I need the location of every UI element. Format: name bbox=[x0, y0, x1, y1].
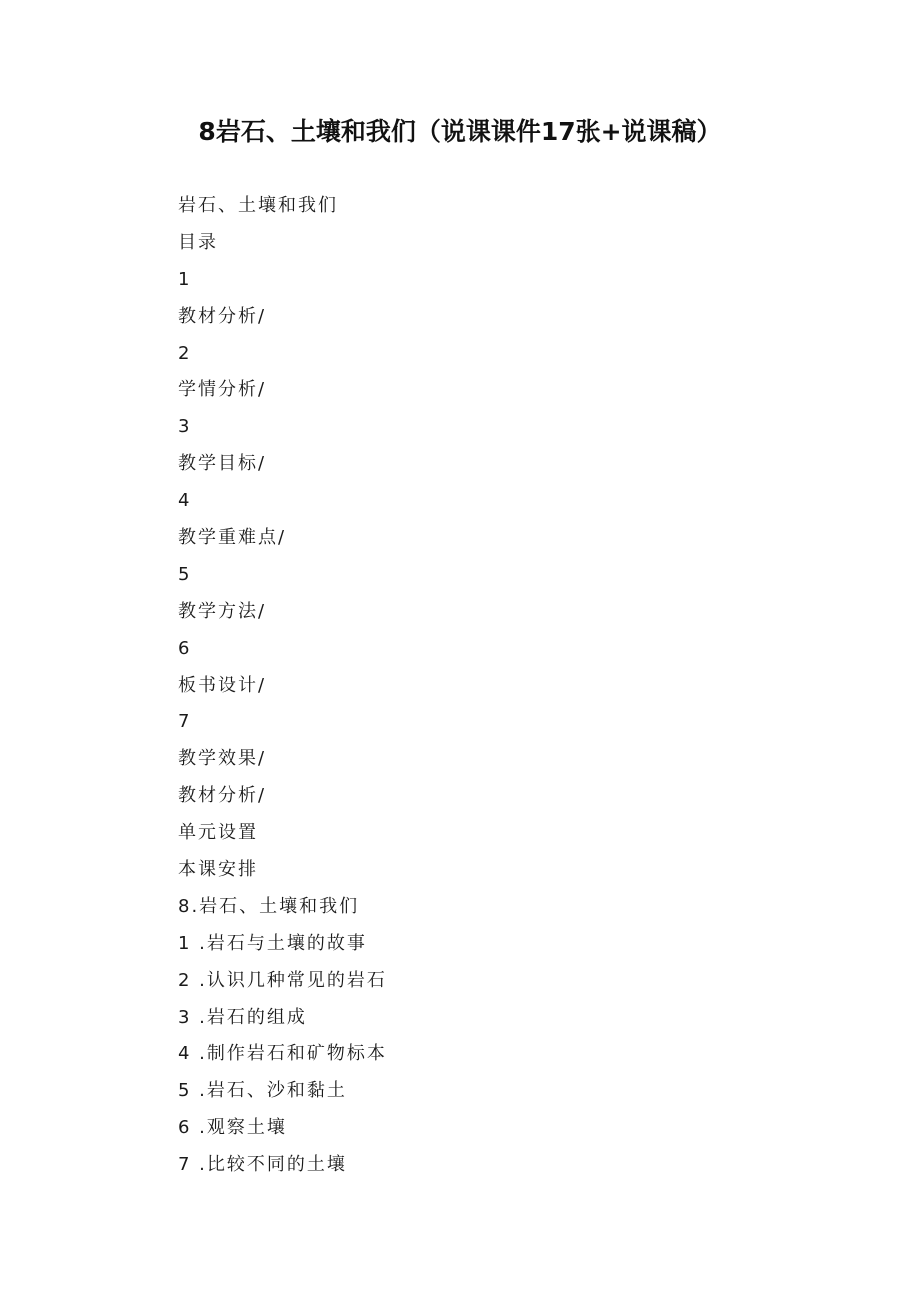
text-line: 1 bbox=[178, 268, 192, 290]
text-line: 岩石、土壤和我们 bbox=[178, 195, 338, 216]
text-line: 教学方法/ bbox=[178, 600, 267, 622]
text-line: 3 bbox=[178, 416, 192, 438]
text-line: 7 .比较不同的土壤 bbox=[178, 1154, 347, 1176]
text-line: 教学目标/ bbox=[178, 453, 267, 475]
text-line: 2 bbox=[178, 342, 192, 364]
text-line: 本课安排 bbox=[178, 859, 258, 881]
text-line: 7 bbox=[178, 711, 192, 733]
text-line: 单元设置 bbox=[178, 822, 258, 844]
page-title: 8岩石、土壤和我们（说课课件17张+说课稿） bbox=[198, 117, 722, 146]
text-line: 目录 bbox=[178, 231, 218, 253]
document-body bbox=[178, 188, 778, 1184]
text-line: 2 .认识几种常见的岩石 bbox=[178, 969, 387, 991]
text-line: 5 bbox=[178, 563, 192, 585]
text-line: 6 .观察土壤 bbox=[178, 1117, 287, 1139]
text-line: 教材分析/ bbox=[178, 305, 267, 327]
text-line: 教材分析/ bbox=[178, 785, 267, 807]
text-line: 板书设计/ bbox=[178, 674, 267, 696]
text-line: 3 .岩石的组成 bbox=[178, 1006, 307, 1028]
text-line: 教学重难点/ bbox=[178, 527, 287, 549]
text-line: 5 .岩石、沙和黏土 bbox=[178, 1080, 347, 1102]
text-line: 4 bbox=[178, 490, 192, 512]
text-line: 6 bbox=[178, 637, 192, 659]
text-line: 学情分析/ bbox=[178, 379, 267, 401]
text-line: 1 .岩石与土壤的故事 bbox=[178, 932, 367, 954]
text-line: 教学效果/ bbox=[178, 748, 267, 770]
text-line: 8.岩石、土壤和我们 bbox=[178, 895, 360, 917]
text-line: 4 .制作岩石和矿物标本 bbox=[178, 1043, 387, 1065]
